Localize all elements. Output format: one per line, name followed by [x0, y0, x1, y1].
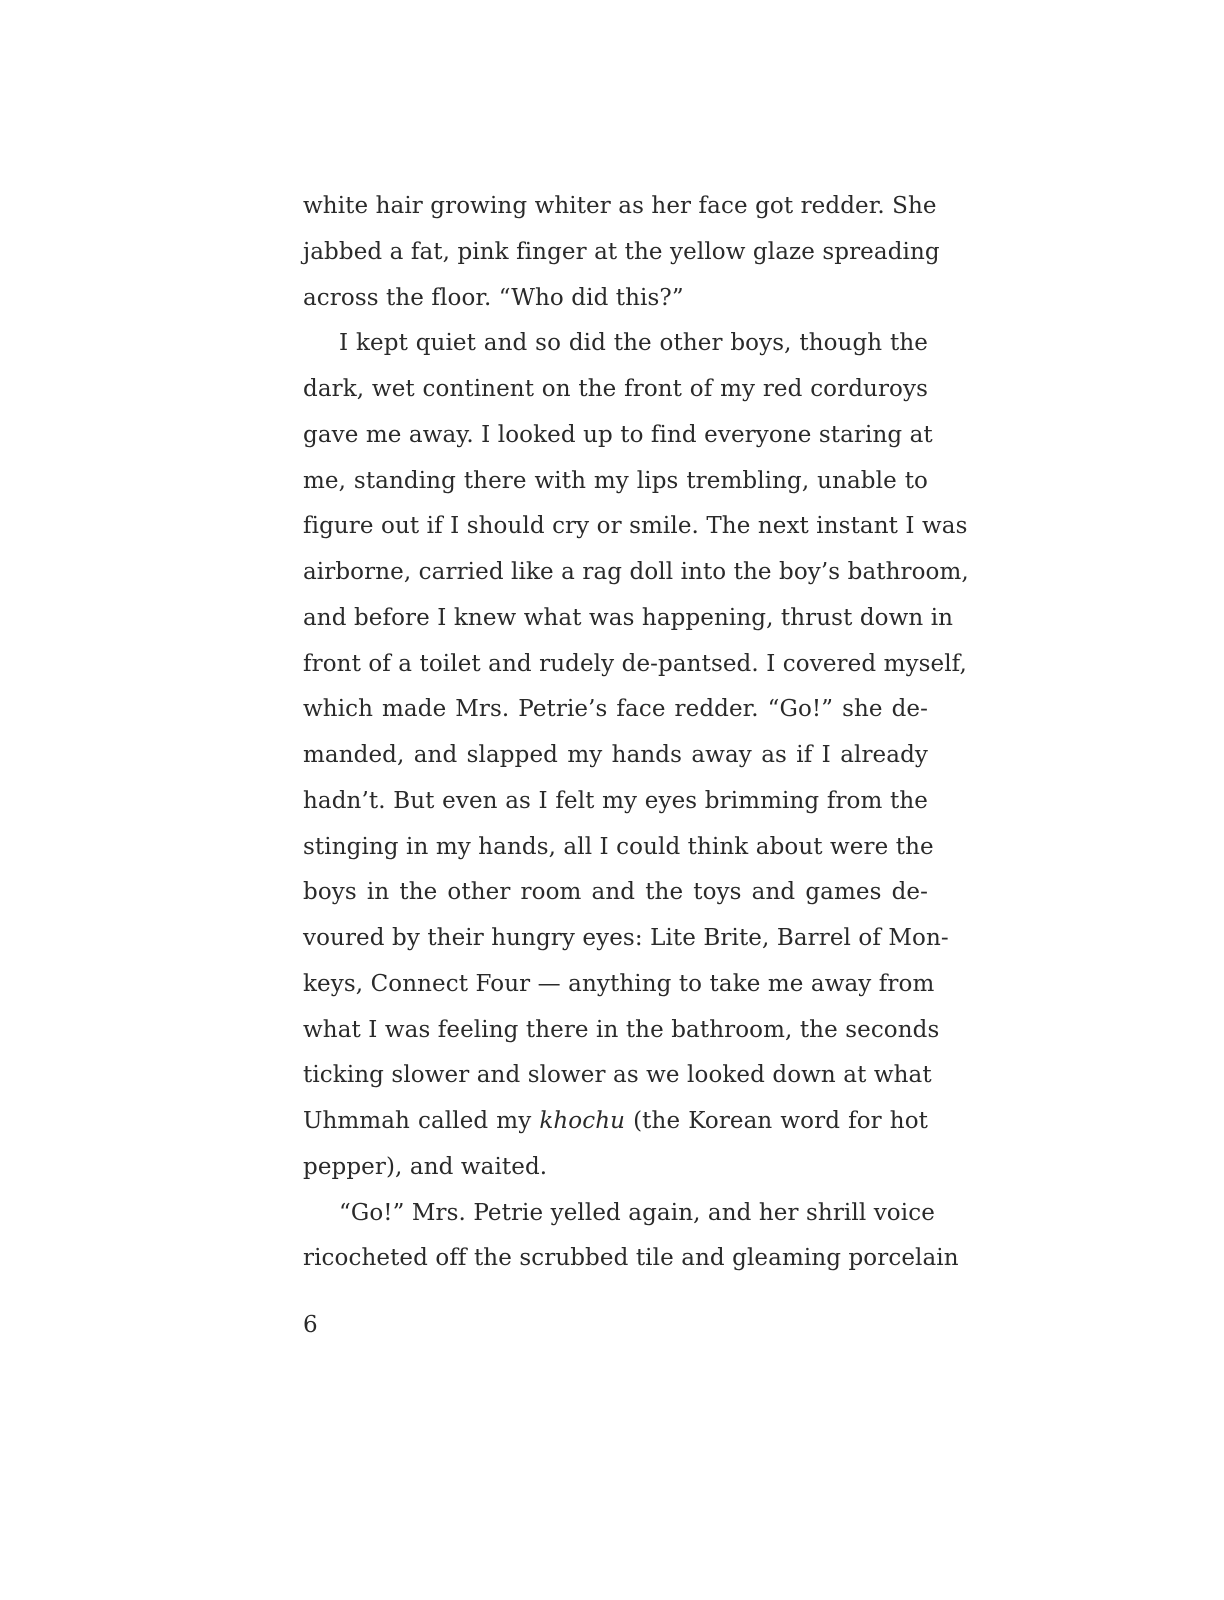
text-line: dark, wet continent on the front of my red corduroys: [303, 376, 928, 402]
text-line: and before I knew what was happening, thrust down in: [303, 604, 954, 631]
text-line: “Go!” Mrs. Petrie yelled again, and her shrill voice: [339, 1199, 935, 1226]
text-line: boys in the other room and the toys and games de-: [303, 879, 928, 906]
text-line: pepper), and waited.: [303, 1153, 548, 1180]
text-line: what I was feeling there in the bathroom, the seconds: [303, 1016, 940, 1043]
text-span: (the Korean word for hot: [625, 1108, 929, 1134]
text-line: front of a toilet and rudely de-pantsed. I covered myself,: [303, 650, 967, 677]
page-number: 6: [303, 1312, 318, 1338]
text-line: I kept quiet and so did the other boys, though the: [339, 330, 928, 357]
body-text: [303, 184, 969, 1282]
italic-word: khochu: [539, 1108, 626, 1134]
text-span: Uhmmah called my: [303, 1108, 540, 1134]
text-line: white hair growing whiter as her face got redder. She: [303, 193, 937, 219]
text-line: ricocheted off the scrubbed tile and gleaming porcelain: [303, 1245, 959, 1272]
text-line: stinging in my hands, all I could think about were the: [303, 833, 934, 860]
text-line: ticking slower and slower as we looked down at what: [303, 1062, 932, 1089]
text-line: across the floor. “Who did this?”: [303, 284, 684, 311]
text-line: figure out if I should cry or smile. The next instant I was: [303, 513, 968, 540]
text-line: manded, and slapped my hands away as if I already: [303, 742, 928, 768]
text-line: airborne, carried like a rag doll into the boy’s bathroom,: [303, 559, 969, 585]
text-line: voured by their hungry eyes: Lite Brite, Barrel of Mon-: [303, 925, 949, 951]
text-line: which made Mrs. Petrie’s face redder. “Go!” she de-: [303, 696, 928, 723]
text-line: me, standing there with my lips trembling, unable to: [303, 467, 928, 494]
text-line: [303, 1099, 928, 1145]
text-line: gave me away. I looked up to find everyone staring at: [303, 421, 933, 448]
text-line: hadn’t. But even as I felt my eyes brimming from the: [303, 787, 928, 814]
text-line: jabbed a fat, pink finger at the yellow glaze spreading: [303, 238, 940, 265]
text-line: keys, Connect Four — anything to take me away from: [303, 970, 935, 997]
